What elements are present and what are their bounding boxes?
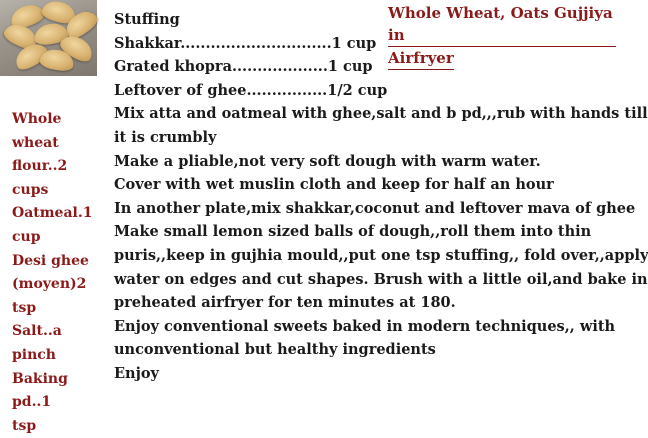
ingredient-line: Whole — [12, 111, 62, 127]
method-line: unconventional but healthy ingredients — [114, 341, 436, 359]
method-line: Enjoy — [114, 364, 159, 382]
method-line: Mix atta and oatmeal with ghee,salt and b pd,,,rub with hands till — [114, 105, 648, 123]
method-line: Make a pliable,not very soft dough with warm water. — [114, 152, 541, 170]
ingredient-line: tsp — [12, 417, 37, 434]
ingredient-line: Baking pd..1 — [12, 370, 68, 411]
method-line: water on edges and cut shapes. Brush with a little oil,and bake in — [114, 270, 648, 288]
stuffing-heading: Stuffing — [114, 11, 180, 28]
ingredient-line: tsp — [12, 299, 37, 316]
method-line: Make small lemon sized balls of dough,,roll them into thin — [114, 223, 592, 241]
ingredient-line: flour..2 cups — [12, 158, 68, 198]
recipe-title-line-1: Whole Wheat, Oats Gujjiya in — [388, 2, 616, 47]
recipe-title-line-2: Airfryer — [388, 47, 454, 70]
method-line: it is crumbly — [114, 128, 217, 146]
ingredient-line: Desi ghee — [12, 252, 89, 269]
stuffing-item: Shakkar..............................1 cup — [114, 34, 377, 52]
ingredient-line: Oatmeal.1 — [12, 205, 93, 222]
stuffing-item: Grated khopra...................1 cup — [114, 58, 373, 76]
ingredient-line: cup — [12, 228, 41, 245]
method-line: Cover with wet muslin cloth and keep for half an hour — [114, 176, 554, 194]
ingredients-list — [12, 108, 107, 438]
ingredient-line: wheat — [12, 134, 59, 151]
method-line: preheated airfryer for ten minutes at 180. — [114, 294, 456, 312]
stuffing-item: Leftover of ghee................1/2 cup — [114, 81, 388, 99]
method-line: puris,,keep in gujhia mould,,put one tsp stuffing,, fold over,,apply — [114, 246, 648, 264]
ingredient-line: (moyen)2 — [12, 276, 87, 293]
ingredient-line: Salt..a pinch — [12, 323, 62, 363]
method-line: In another plate,mix shakkar,coconut and leftover mava of ghee — [114, 199, 636, 217]
method-line: Enjoy conventional sweets baked in modern techniques,, with — [114, 317, 616, 335]
gujiya-photo — [0, 0, 97, 76]
recipe-body — [114, 8, 648, 382]
